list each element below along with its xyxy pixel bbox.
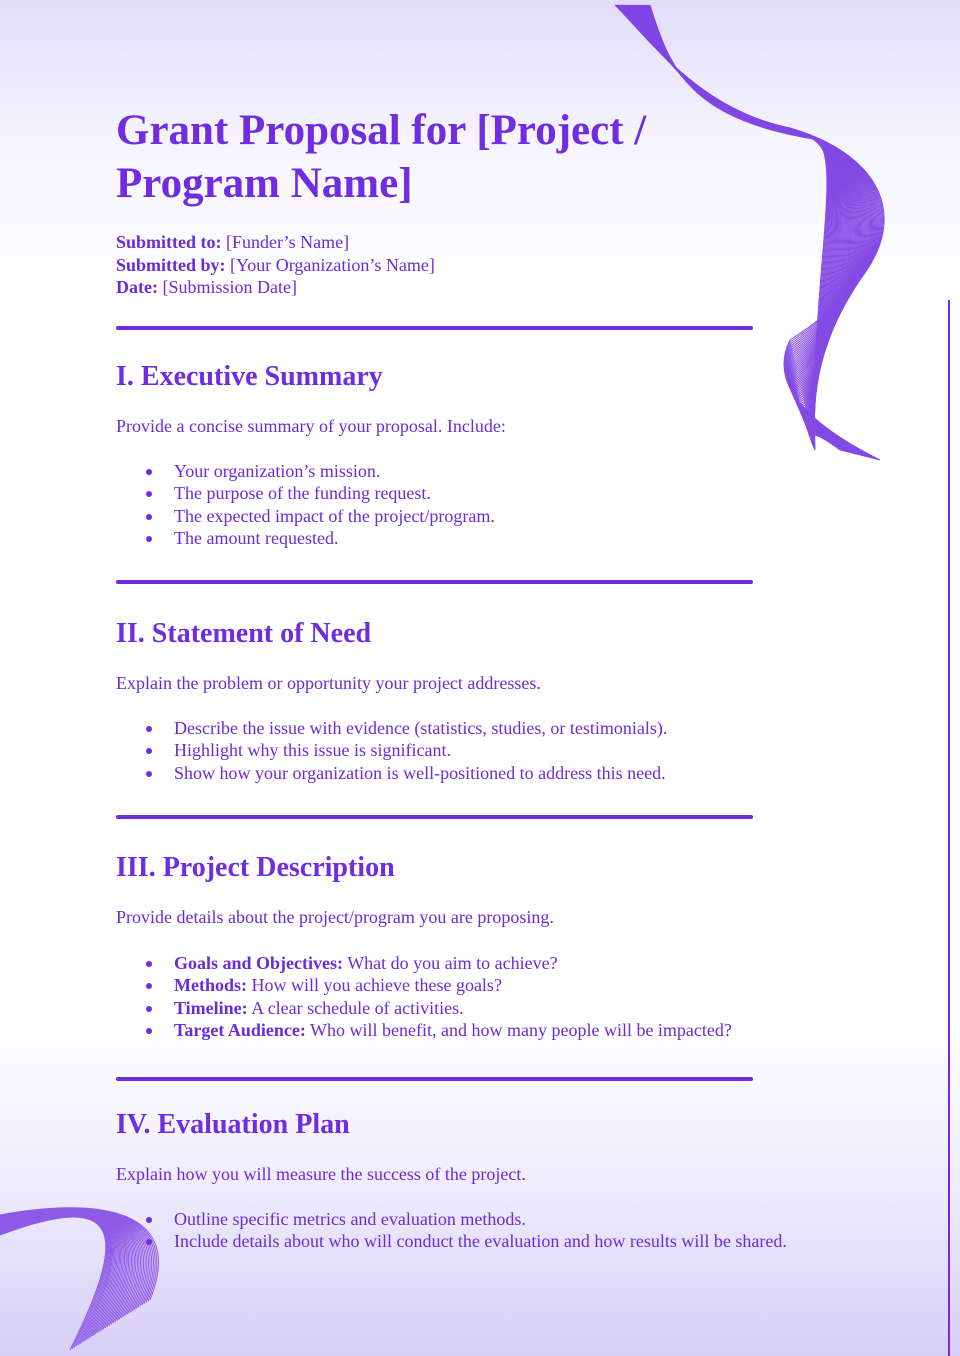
wave-line — [623, 5, 870, 458]
wave-line — [641, 5, 851, 453]
wave-line — [649, 5, 840, 450]
bullet-dot — [146, 1217, 152, 1223]
list-item — [116, 1230, 856, 1252]
list-item-text: A clear schedule of activities. — [251, 997, 464, 1018]
wave-line — [622, 5, 872, 458]
meta-submitted-to — [116, 231, 435, 254]
wave-line — [630, 5, 863, 456]
list-item-text: Outline specific metrics and evaluation methods. — [174, 1209, 526, 1229]
list-item-label: Methods: — [174, 975, 247, 996]
list-item — [116, 717, 856, 739]
wave-line — [645, 5, 846, 452]
wave-line — [0, 1215, 113, 1341]
section-heading-project-description: III. Project Description — [116, 852, 395, 883]
wave-line — [620, 5, 874, 458]
wave-line — [0, 1211, 134, 1319]
bullet-list — [116, 1208, 856, 1253]
list-item-text: Highlight why this issue is significant. — [174, 740, 451, 761]
wave-line — [618, 5, 879, 459]
wave-line — [619, 5, 877, 459]
wave-line — [643, 5, 847, 452]
wave-line — [0, 1216, 109, 1346]
bullet-list — [116, 717, 856, 784]
bullet-dot — [146, 771, 152, 777]
wave-line — [624, 5, 870, 457]
wave-line — [0, 1216, 110, 1345]
bullet-dot — [146, 1028, 152, 1034]
wave-line — [620, 5, 876, 459]
wave-line — [0, 1213, 123, 1329]
wave-line — [621, 5, 874, 458]
wave-line — [0, 1217, 108, 1348]
wave-line — [622, 5, 873, 458]
section-divider — [116, 1077, 753, 1081]
wave-line — [0, 1213, 126, 1327]
section-intro: Provide details about the project/program you are proposing. — [116, 907, 554, 927]
wave-line — [0, 1212, 129, 1324]
wave-line — [0, 1215, 115, 1339]
wave-line — [638, 5, 855, 454]
wave-line — [646, 5, 844, 451]
wave-line — [0, 1214, 118, 1334]
section-heading-evaluation-plan: IV. Evaluation Plan — [116, 1109, 350, 1140]
list-item — [116, 460, 856, 482]
wave-line — [0, 1212, 131, 1322]
section-divider — [116, 326, 753, 330]
list-item — [116, 527, 856, 549]
bullet-list — [116, 952, 856, 1042]
wave-line — [642, 5, 849, 452]
wave-line — [619, 5, 878, 459]
bullet-dot — [146, 469, 152, 475]
wave-line — [0, 1213, 122, 1330]
wave-line — [615, 5, 884, 460]
list-item-text: The expected impact of the project/program. — [174, 505, 495, 526]
list-item-text: How will you achieve these goals? — [251, 975, 502, 996]
meta-label: Date: — [116, 277, 158, 297]
wave-line — [632, 5, 860, 455]
bullet-dot — [146, 1239, 152, 1245]
wave-line — [616, 5, 883, 460]
list-item-text: Include details about who will conduct the evaluation and how results will be shared. — [174, 1231, 787, 1252]
meta-date — [116, 276, 435, 299]
meta-label: Submitted to: — [116, 232, 222, 252]
bullet-dot — [146, 726, 152, 732]
section-divider — [116, 815, 753, 819]
wave-line — [646, 5, 845, 451]
wave-line — [644, 5, 847, 452]
bullet-dot — [146, 491, 152, 497]
wave-line — [633, 5, 859, 455]
bullet-dot — [146, 1006, 152, 1012]
section-intro: Provide a concise summary of your proposal. Include: — [116, 416, 506, 436]
wave-line — [0, 1215, 116, 1338]
wave-line — [0, 1214, 121, 1332]
wave-line — [634, 5, 858, 455]
list-item-text: What do you aim to achieve? — [347, 953, 558, 973]
wave-line — [642, 5, 850, 452]
list-item — [116, 482, 856, 504]
wave-line — [625, 5, 868, 457]
list-item-label: Timeline: — [174, 997, 248, 1018]
wave-line — [617, 5, 881, 459]
wave-line — [635, 5, 858, 454]
list-item-text: Who will benefit, and how many people will be impacted? — [310, 1020, 732, 1041]
wave-line — [627, 5, 867, 457]
page-title: Grant Proposal for [Project / Program Name] — [116, 107, 647, 207]
wave-line — [629, 5, 865, 456]
list-item — [116, 762, 856, 784]
meta-label: Submitted by: — [116, 254, 226, 275]
wave-line — [639, 5, 853, 453]
wave-line — [645, 5, 845, 451]
meta-submitted-by — [116, 254, 435, 277]
wave-line — [637, 5, 855, 454]
section-intro: Explain the problem or opportunity your project addresses. — [116, 673, 541, 693]
meta-value: [Submission Date] — [162, 277, 297, 297]
wave-line — [0, 1214, 117, 1335]
wave-line — [629, 5, 863, 456]
wave-line — [626, 5, 867, 457]
wave-line — [631, 5, 862, 455]
list-item — [116, 952, 856, 974]
wave-line — [626, 5, 868, 457]
wave-line — [648, 5, 843, 451]
wave-line — [639, 5, 852, 453]
wave-line — [0, 1213, 125, 1328]
bullet-list — [116, 460, 856, 550]
submission-meta — [116, 231, 435, 299]
wave-line — [633, 5, 860, 455]
list-item-label: Target Audience: — [174, 1020, 306, 1041]
list-item — [116, 1019, 856, 1041]
list-item-label: Goals and Objectives: — [174, 953, 343, 973]
wave-line — [640, 5, 852, 453]
wave-line — [0, 1212, 130, 1323]
wave-line — [0, 1213, 127, 1326]
wave-line — [635, 5, 857, 454]
list-item — [116, 997, 856, 1019]
bullet-dot — [146, 536, 152, 542]
bullet-dot — [146, 514, 152, 520]
wave-line — [648, 5, 842, 451]
wave-line — [636, 5, 857, 454]
wave-line — [630, 5, 862, 456]
section-heading-executive-summary: I. Executive Summary — [116, 361, 383, 392]
wave-line — [617, 5, 880, 459]
wave-line — [0, 1217, 107, 1349]
list-item-text: The purpose of the funding request. — [174, 483, 431, 504]
wave-line — [647, 5, 843, 451]
list-item — [116, 739, 856, 761]
wave-line — [636, 5, 855, 454]
wave-line — [0, 1215, 114, 1340]
section-intro: Explain how you will measure the success of the project. — [116, 1164, 526, 1184]
wave-line — [650, 5, 840, 450]
wave-line — [0, 1216, 111, 1344]
bullet-dot — [146, 748, 152, 754]
bullet-dot — [146, 961, 152, 967]
wave-line — [649, 5, 842, 450]
wave-line — [641, 5, 850, 453]
bullet-dot — [146, 983, 152, 989]
list-item-text: Your organization’s mission. — [174, 461, 381, 481]
list-item — [116, 974, 856, 996]
wave-line — [628, 5, 865, 456]
list-item — [116, 505, 856, 527]
wave-line — [627, 5, 865, 456]
wave-line — [623, 5, 871, 458]
list-item — [116, 1208, 856, 1230]
meta-value: [Your Organization’s Name] — [230, 254, 435, 275]
wave-line — [632, 5, 861, 455]
wave-line — [638, 5, 853, 453]
section-divider — [116, 580, 753, 584]
wave-line — [624, 5, 869, 457]
wave-line — [0, 1216, 112, 1343]
section-heading-statement-of-need: II. Statement of Need — [116, 618, 372, 649]
list-item-text: The amount requested. — [174, 528, 339, 549]
meta-value: [Funder’s Name] — [226, 232, 350, 252]
wave-line — [0, 1214, 119, 1333]
wave-line — [0, 1217, 106, 1350]
wave-line — [616, 5, 882, 460]
list-item-text: Describe the issue with evidence (statistics, studies, or testimonials). — [174, 718, 668, 738]
list-item-text: Show how your organization is well-positioned to address this need. — [174, 762, 666, 783]
wave-line — [0, 1212, 133, 1321]
wave-line — [643, 5, 848, 452]
